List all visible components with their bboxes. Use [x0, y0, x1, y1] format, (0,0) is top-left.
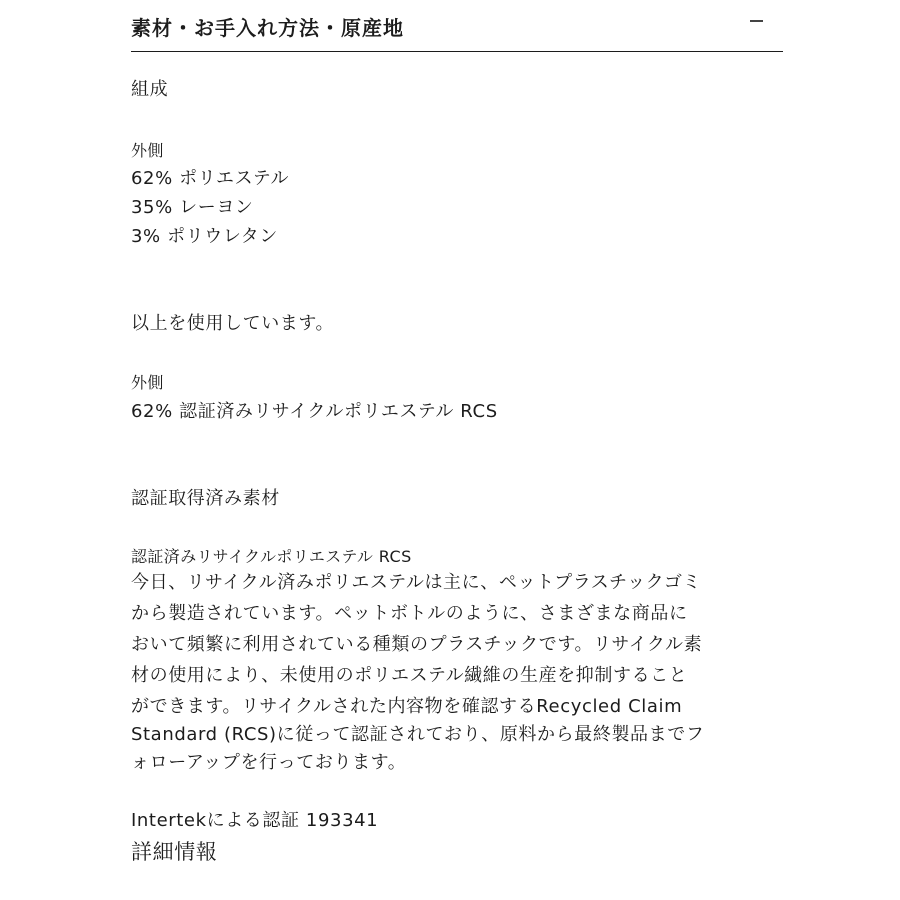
minus-icon[interactable] [749, 13, 765, 29]
description-line: 材の使用により、未使用のポリエステル繊維の生産を抑制すること [131, 665, 688, 686]
recycled-outer-label: 外側 [131, 373, 164, 392]
usage-note: 以上を使用しています。 [131, 313, 335, 334]
composition-item: 35% レーヨン [131, 197, 254, 218]
description-line: Standard (RCS)に従って認証されており、原料から最終製品までフ [131, 724, 705, 745]
description-line: ができます。リサイクルされた内容物を確認するRecycled Claim [131, 696, 683, 717]
description-line: 今日、リサイクル済みポリエステルは主に、ペットプラスチックゴミ [131, 572, 702, 593]
description-line: から製造されています。ペットボトルのように、さまざまな商品に [131, 603, 688, 624]
description-line: ォローアップを行っております。 [131, 752, 407, 773]
accordion-header[interactable] [131, 0, 783, 52]
composition-heading: 組成 [131, 79, 169, 100]
certified-heading: 認証取得済み素材 [131, 488, 280, 509]
certification-text: Intertekによる認証 193341 [131, 810, 379, 831]
details-link[interactable]: 詳細情報 [131, 840, 218, 864]
composition-item: 62% ポリエステル [131, 168, 290, 189]
composition-item: 3% ポリウレタン [131, 226, 278, 247]
outer-label: 外側 [131, 141, 164, 160]
certified-material-name: 認証済みリサイクルポリエステル RCS [131, 547, 412, 566]
accordion-title: 素材・お手入れ方法・原産地 [131, 16, 404, 40]
description-line: おいて頻繁に利用されている種類のプラスチックです。リサイクル素 [131, 634, 703, 655]
recycled-item: 62% 認証済みリサイクルポリエステル RCS [131, 401, 498, 422]
